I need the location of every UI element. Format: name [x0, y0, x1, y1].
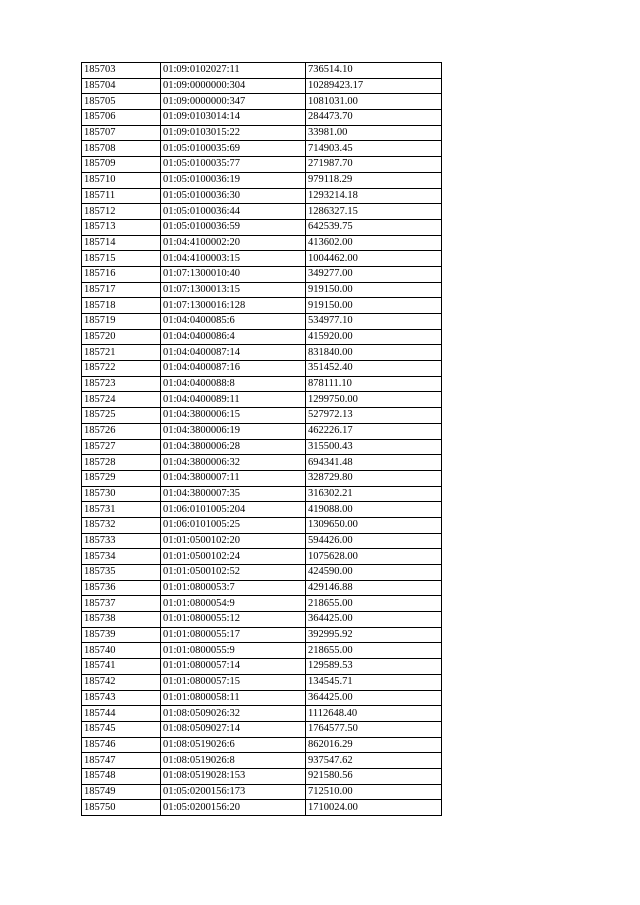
cadastral-code-cell: 01:04:3800006:15 [161, 408, 306, 424]
table-row [82, 784, 442, 800]
table-row [82, 549, 442, 565]
cadastral-code-cell: 01:04:3800006:28 [161, 439, 306, 455]
table-row [82, 345, 442, 361]
amount-cell: 642539.75 [306, 219, 442, 235]
amount-cell: 1004462.00 [306, 251, 442, 267]
row-id-cell: 185749 [82, 784, 161, 800]
table-row [82, 674, 442, 690]
row-id-cell: 185704 [82, 78, 161, 94]
amount-cell: 694341.48 [306, 455, 442, 471]
row-id-cell: 185718 [82, 298, 161, 314]
cadastral-code-cell: 01:05:0100036:30 [161, 188, 306, 204]
cadastral-code-cell: 01:01:0500102:20 [161, 533, 306, 549]
amount-cell: 1299750.00 [306, 392, 442, 408]
amount-cell: 462226.17 [306, 423, 442, 439]
cadastral-code-cell: 01:04:3800006:32 [161, 455, 306, 471]
row-id-cell: 185712 [82, 204, 161, 220]
cadastral-code-cell: 01:01:0800055:12 [161, 612, 306, 628]
row-id-cell: 185713 [82, 219, 161, 235]
amount-cell: 316302.21 [306, 486, 442, 502]
cadastral-code-cell: 01:05:0100036:19 [161, 172, 306, 188]
table-row [82, 439, 442, 455]
cadastral-code-cell: 01:04:3800006:19 [161, 423, 306, 439]
data-table [81, 62, 442, 816]
amount-cell: 736514.10 [306, 63, 442, 79]
amount-cell: 413602.00 [306, 235, 442, 251]
amount-cell: 1075628.00 [306, 549, 442, 565]
table-row [82, 235, 442, 251]
row-id-cell: 185742 [82, 674, 161, 690]
cadastral-code-cell: 01:08:0509026:32 [161, 706, 306, 722]
amount-cell: 712510.00 [306, 784, 442, 800]
table-row [82, 408, 442, 424]
amount-cell: 415920.00 [306, 329, 442, 345]
amount-cell: 1286327.15 [306, 204, 442, 220]
row-id-cell: 185750 [82, 800, 161, 816]
table-row [82, 251, 442, 267]
cadastral-code-cell: 01:04:4100003:15 [161, 251, 306, 267]
amount-cell: 1710024.00 [306, 800, 442, 816]
row-id-cell: 185709 [82, 157, 161, 173]
row-id-cell: 185728 [82, 455, 161, 471]
row-id-cell: 185739 [82, 627, 161, 643]
cadastral-code-cell: 01:04:0400086:4 [161, 329, 306, 345]
cadastral-code-cell: 01:08:0519028:153 [161, 768, 306, 784]
row-id-cell: 185748 [82, 768, 161, 784]
table-row [82, 282, 442, 298]
row-id-cell: 185708 [82, 141, 161, 157]
amount-cell: 527972.13 [306, 408, 442, 424]
cadastral-code-cell: 01:09:0103014:14 [161, 110, 306, 126]
table-row [82, 392, 442, 408]
cadastral-code-cell: 01:05:0100035:69 [161, 141, 306, 157]
amount-cell: 919150.00 [306, 282, 442, 298]
amount-cell: 218655.00 [306, 596, 442, 612]
table-row [82, 219, 442, 235]
table-row [82, 706, 442, 722]
row-id-cell: 185736 [82, 580, 161, 596]
cadastral-code-cell: 01:04:4100002:20 [161, 235, 306, 251]
row-id-cell: 185729 [82, 470, 161, 486]
row-id-cell: 185715 [82, 251, 161, 267]
cadastral-code-cell: 01:06:0101005:25 [161, 517, 306, 533]
row-id-cell: 185743 [82, 690, 161, 706]
amount-cell: 1081031.00 [306, 94, 442, 110]
amount-cell: 919150.00 [306, 298, 442, 314]
table-row [82, 78, 442, 94]
amount-cell: 33981.00 [306, 125, 442, 141]
row-id-cell: 185747 [82, 753, 161, 769]
cadastral-code-cell: 01:08:0509027:14 [161, 721, 306, 737]
table-row [82, 141, 442, 157]
cadastral-code-cell: 01:05:0100036:59 [161, 219, 306, 235]
cadastral-code-cell: 01:01:0800055:17 [161, 627, 306, 643]
amount-cell: 1764577.50 [306, 721, 442, 737]
amount-cell: 714903.45 [306, 141, 442, 157]
amount-cell: 419088.00 [306, 502, 442, 518]
row-id-cell: 185730 [82, 486, 161, 502]
cadastral-code-cell: 01:04:0400088:8 [161, 376, 306, 392]
table-row [82, 753, 442, 769]
amount-cell: 594426.00 [306, 533, 442, 549]
table-row [82, 768, 442, 784]
amount-cell: 284473.70 [306, 110, 442, 126]
table-row [82, 486, 442, 502]
row-id-cell: 185707 [82, 125, 161, 141]
table-row [82, 204, 442, 220]
amount-cell: 351452.40 [306, 361, 442, 377]
table-row [82, 125, 442, 141]
table-row [82, 423, 442, 439]
row-id-cell: 185703 [82, 63, 161, 79]
table-row [82, 188, 442, 204]
cadastral-code-cell: 01:08:0519026:6 [161, 737, 306, 753]
cadastral-code-cell: 01:04:0400087:14 [161, 345, 306, 361]
row-id-cell: 185745 [82, 721, 161, 737]
table-row [82, 63, 442, 79]
cadastral-code-cell: 01:01:0800053:7 [161, 580, 306, 596]
amount-cell: 328729.80 [306, 470, 442, 486]
amount-cell: 10289423.17 [306, 78, 442, 94]
cadastral-code-cell: 01:09:0000000:347 [161, 94, 306, 110]
amount-cell: 831840.00 [306, 345, 442, 361]
amount-cell: 271987.70 [306, 157, 442, 173]
amount-cell: 392995.92 [306, 627, 442, 643]
amount-cell: 921580.56 [306, 768, 442, 784]
row-id-cell: 185706 [82, 110, 161, 126]
cadastral-code-cell: 01:09:0102027:11 [161, 63, 306, 79]
table-body [82, 63, 442, 816]
row-id-cell: 185720 [82, 329, 161, 345]
table-row [82, 266, 442, 282]
row-id-cell: 185731 [82, 502, 161, 518]
table-row [82, 533, 442, 549]
table-row [82, 361, 442, 377]
amount-cell: 937547.62 [306, 753, 442, 769]
amount-cell: 129589.53 [306, 659, 442, 675]
row-id-cell: 185744 [82, 706, 161, 722]
row-id-cell: 185714 [82, 235, 161, 251]
table-row [82, 94, 442, 110]
table-row [82, 110, 442, 126]
amount-cell: 424590.00 [306, 565, 442, 581]
row-id-cell: 185740 [82, 643, 161, 659]
cadastral-code-cell: 01:04:0400087:16 [161, 361, 306, 377]
table-row [82, 329, 442, 345]
cadastral-code-cell: 01:07:1300010:40 [161, 266, 306, 282]
cadastral-code-cell: 01:04:0400089:11 [161, 392, 306, 408]
row-id-cell: 185716 [82, 266, 161, 282]
amount-cell: 364425.00 [306, 612, 442, 628]
cadastral-code-cell: 01:01:0800057:15 [161, 674, 306, 690]
cadastral-code-cell: 01:01:0500102:52 [161, 565, 306, 581]
cadastral-code-cell: 01:05:0200156:173 [161, 784, 306, 800]
table-row [82, 565, 442, 581]
cadastral-code-cell: 01:01:0800054:9 [161, 596, 306, 612]
amount-cell: 878111.10 [306, 376, 442, 392]
row-id-cell: 185738 [82, 612, 161, 628]
cadastral-code-cell: 01:07:1300013:15 [161, 282, 306, 298]
amount-cell: 862016.29 [306, 737, 442, 753]
amount-cell: 1309650.00 [306, 517, 442, 533]
cadastral-code-cell: 01:05:0100035:77 [161, 157, 306, 173]
row-id-cell: 185725 [82, 408, 161, 424]
table-row [82, 517, 442, 533]
amount-cell: 534977.10 [306, 314, 442, 330]
table-row [82, 690, 442, 706]
table-row [82, 580, 442, 596]
cadastral-code-cell: 01:09:0103015:22 [161, 125, 306, 141]
table-row [82, 314, 442, 330]
cadastral-code-cell: 01:04:3800007:35 [161, 486, 306, 502]
table-row [82, 627, 442, 643]
table-row [82, 659, 442, 675]
row-id-cell: 185732 [82, 517, 161, 533]
amount-cell: 1293214.18 [306, 188, 442, 204]
cadastral-code-cell: 01:05:0100036:44 [161, 204, 306, 220]
table-row [82, 376, 442, 392]
table-row [82, 298, 442, 314]
row-id-cell: 185721 [82, 345, 161, 361]
table-row [82, 157, 442, 173]
cadastral-code-cell: 01:01:0500102:24 [161, 549, 306, 565]
amount-cell: 315500.43 [306, 439, 442, 455]
row-id-cell: 185723 [82, 376, 161, 392]
row-id-cell: 185741 [82, 659, 161, 675]
table-row [82, 800, 442, 816]
table-row [82, 470, 442, 486]
row-id-cell: 185705 [82, 94, 161, 110]
row-id-cell: 185711 [82, 188, 161, 204]
row-id-cell: 185722 [82, 361, 161, 377]
amount-cell: 979118.29 [306, 172, 442, 188]
row-id-cell: 185733 [82, 533, 161, 549]
table-row [82, 643, 442, 659]
amount-cell: 218655.00 [306, 643, 442, 659]
table-row [82, 455, 442, 471]
cadastral-code-cell: 01:01:0800058:11 [161, 690, 306, 706]
amount-cell: 349277.00 [306, 266, 442, 282]
cadastral-code-cell: 01:04:0400085:6 [161, 314, 306, 330]
row-id-cell: 185717 [82, 282, 161, 298]
row-id-cell: 185746 [82, 737, 161, 753]
row-id-cell: 185727 [82, 439, 161, 455]
table-row [82, 721, 442, 737]
row-id-cell: 185710 [82, 172, 161, 188]
amount-cell: 429146.88 [306, 580, 442, 596]
row-id-cell: 185735 [82, 565, 161, 581]
table-row [82, 612, 442, 628]
table-row [82, 172, 442, 188]
row-id-cell: 185726 [82, 423, 161, 439]
row-id-cell: 185724 [82, 392, 161, 408]
cadastral-code-cell: 01:07:1300016:128 [161, 298, 306, 314]
cadastral-code-cell: 01:06:0101005:204 [161, 502, 306, 518]
table-row [82, 737, 442, 753]
cadastral-code-cell: 01:09:0000000:304 [161, 78, 306, 94]
table-row [82, 502, 442, 518]
row-id-cell: 185737 [82, 596, 161, 612]
amount-cell: 1112648.40 [306, 706, 442, 722]
amount-cell: 364425.00 [306, 690, 442, 706]
amount-cell: 134545.71 [306, 674, 442, 690]
cadastral-code-cell: 01:08:0519026:8 [161, 753, 306, 769]
cadastral-code-cell: 01:04:3800007:11 [161, 470, 306, 486]
cadastral-code-cell: 01:05:0200156:20 [161, 800, 306, 816]
row-id-cell: 185734 [82, 549, 161, 565]
cadastral-code-cell: 01:01:0800057:14 [161, 659, 306, 675]
row-id-cell: 185719 [82, 314, 161, 330]
table-row [82, 596, 442, 612]
cadastral-code-cell: 01:01:0800055:9 [161, 643, 306, 659]
